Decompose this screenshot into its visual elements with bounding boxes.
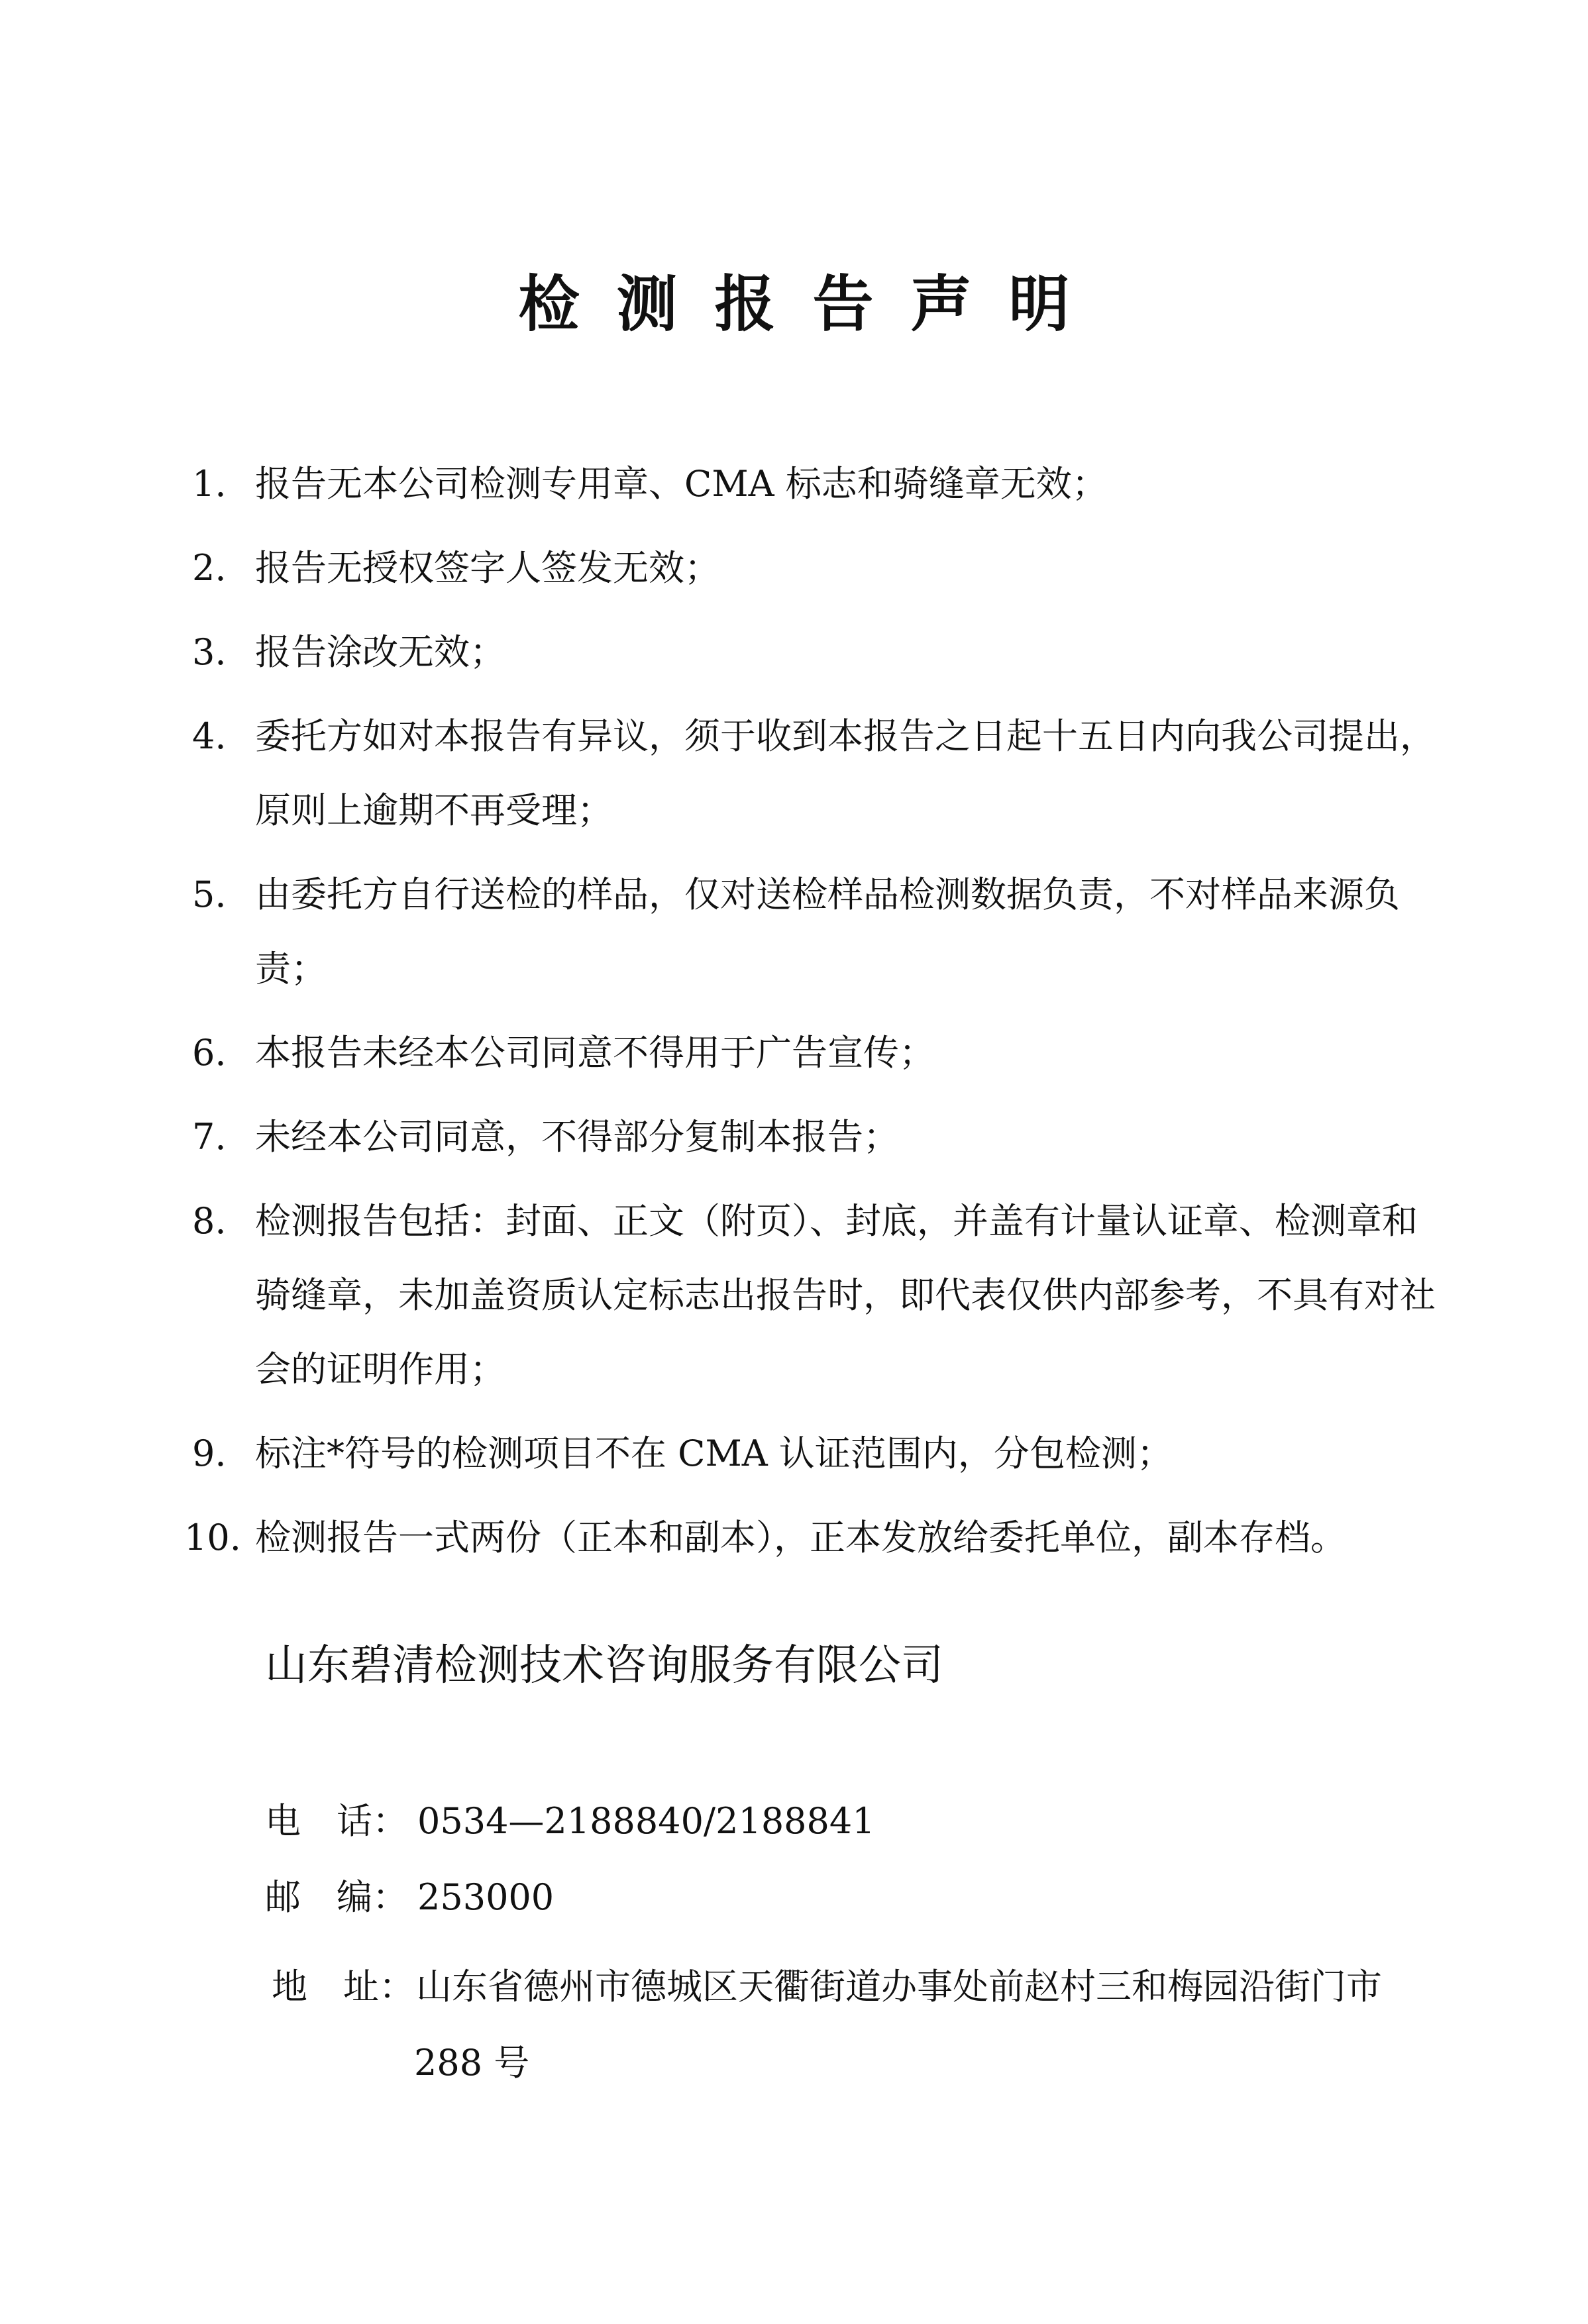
company-name: 山东碧清检测技术咨询服务有限公司 <box>265 1641 943 1690</box>
address-continuation: 288 号 <box>414 2042 530 2084</box>
item-number: 9. <box>192 1433 227 1474</box>
list-item <box>184 1501 1451 1575</box>
list-item <box>192 1016 1451 1090</box>
list-item <box>192 447 1451 521</box>
phone-label: 电 话： <box>265 1800 408 1842</box>
item-text: 本报告未经本公司同意不得用于广告宣传； <box>255 1032 935 1074</box>
address-label: 地 址： <box>272 1966 415 2007</box>
item-number: 10. <box>184 1517 241 1558</box>
item-number: 1. <box>192 463 227 505</box>
item-number: 5. <box>192 874 227 915</box>
item-number: 6. <box>192 1032 227 1074</box>
postal-line <box>265 1864 554 1931</box>
item-text: 报告无授权签字人签发无效； <box>255 547 720 589</box>
address-text: 山东省德州市德城区天衢街道办事处前赵村三和梅园沿街门市 <box>416 1966 1382 2007</box>
list-item <box>192 615 1451 689</box>
list-item <box>192 531 1451 605</box>
item-number: 7. <box>192 1116 227 1158</box>
phone-number: 0534—2188840/2188841 <box>417 1800 875 1842</box>
item-number: 8. <box>192 1200 227 1242</box>
postal-code: 253000 <box>417 1876 555 1918</box>
item-text: 报告无本公司检测专用章、CMA 标志和骑缝章无效； <box>255 463 1108 505</box>
list-item <box>192 858 1451 1006</box>
list-item <box>192 1417 1451 1491</box>
statement-list <box>184 447 1451 1585</box>
phone-line <box>265 1788 875 1854</box>
item-text: 未经本公司同意，不得部分复制本报告； <box>255 1116 899 1158</box>
list-item <box>192 699 1451 848</box>
item-number: 2. <box>192 547 227 589</box>
postal-label: 邮 编： <box>265 1876 408 1918</box>
item-text: 标注*符号的检测项目不在 CMA 认证范围内，分包检测； <box>255 1433 1173 1474</box>
item-text: 由委托方自行送检的样品，仅对送检样品检测数据负责，不对样品来源负责； <box>255 874 1400 989</box>
item-text: 委托方如对本报告有异议，须于收到本报告之日起十五日内向我公司提出，原则上逾期不再受理； <box>255 715 1436 831</box>
item-text: 检测报告一式两份（正本和副本），正本发放给委托单位，副本存档。 <box>255 1517 1346 1558</box>
item-number: 4. <box>192 715 227 757</box>
list-item <box>192 1100 1451 1174</box>
list-item <box>192 1184 1451 1407</box>
item-text: 报告涂改无效； <box>255 631 505 673</box>
page-title: 检测报告声明 <box>518 269 1107 340</box>
item-text: 检测报告包括：封面、正文（附页）、封底，并盖有计量认证章、检测章和骑缝章，未加盖资质认定标志出报告时，即代表仅供内部参考，不具有对社会的证明作用； <box>255 1200 1436 1390</box>
address-line <box>272 1950 1457 2023</box>
item-number: 3. <box>192 631 227 673</box>
